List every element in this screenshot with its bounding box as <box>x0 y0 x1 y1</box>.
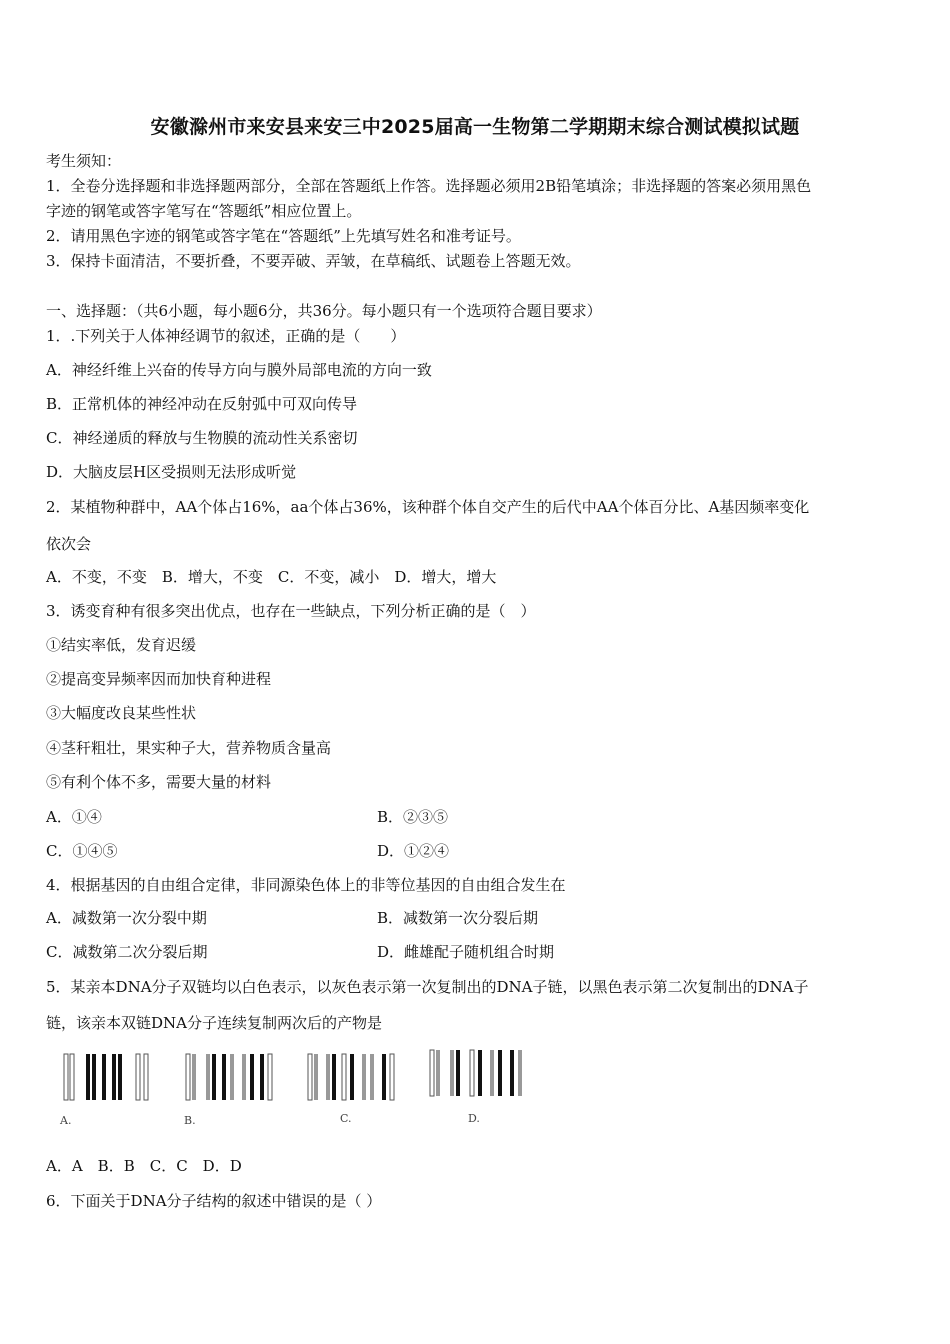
q4-stem: 4．根据基因的自由组合定律，非同源染色体上的非等位基因的自由组合发生在 <box>46 876 566 894</box>
q3-option-b: B．②③⑤ <box>377 808 449 826</box>
q5-stem: 5．某亲本DNA分子双链均以白色表示，以灰色表示第一次复制出的DNA子链，以黑色表示第二次复制出的DNA子 <box>46 978 809 996</box>
q3-option-c: C．①④⑤ <box>46 842 118 860</box>
figure-label-b: B. <box>184 1114 196 1127</box>
q4-option-d: D．雌雄配子随机组合时期 <box>377 943 555 961</box>
q5-stem-cont: 链，该亲本双链DNA分子连续复制两次后的产物是 <box>46 1014 382 1032</box>
q1-option-b: B．正常机体的神经冲动在反射弧中可双向传导 <box>46 395 358 413</box>
q3-item-3: ③大幅度改良某些性状 <box>46 704 197 722</box>
q4-option-c: C．减数第二次分裂后期 <box>46 943 208 961</box>
q1-option-d: D．大脑皮层H区受损则无法形成听觉 <box>46 463 297 481</box>
notice-item-1: 1．全卷分选择题和非选择题两部分，全部在答题纸上作答。选择题必须用2B铅笔填涂；非选择题的答案必须用黑色 <box>46 177 812 195</box>
notice-item-2: 2．请用黑色字迹的钢笔或答字笔在“答题纸”上先填写姓名和准考证号。 <box>46 227 521 245</box>
dna-option-a <box>59 1054 148 1127</box>
section-heading: 一、选择题：（共6小题，每小题6分，共36分。每小题只有一个选项符合题目要求） <box>46 302 602 320</box>
q4-option-a: A．减数第一次分裂中期 <box>46 909 207 927</box>
q3-option-a: A．①④ <box>46 808 102 826</box>
q3-item-4: ④茎秆粗壮，果实种子大，营养物质含量高 <box>46 739 332 757</box>
q3-item-5: ⑤有利个体不多，需要大量的材料 <box>46 773 272 791</box>
figure-label-d: D. <box>468 1112 480 1125</box>
q1-option-c: C．神经递质的释放与生物膜的流动性关系密切 <box>46 429 358 447</box>
page-title: 安徽滁州市来安县来安三中2025届高一生物第二学期期末综合测试模拟试题 <box>150 116 800 138</box>
notice-item-1-cont: 字迹的钢笔或答字笔写在“答题纸”相应位置上。 <box>46 202 362 220</box>
q3-stem: 3．诱变育种有很多突出优点，也存在一些缺点，下列分析正确的是（ ） <box>46 602 536 620</box>
dna-replication-figure <box>58 1048 538 1134</box>
figure-label-c: C. <box>340 1112 352 1125</box>
q2-stem: 2．某植物种群中，AA个体占16%，aa个体占36%，该种群个体自交产生的后代中AA个体百分比、A基因频率变化 <box>46 498 810 516</box>
notice-heading: 考生须知： <box>46 152 122 170</box>
q5-options: A．A B．B C．C D．D <box>46 1157 242 1175</box>
q6-stem: 6．下面关于DNA分子结构的叙述中错误的是（ ） <box>46 1192 382 1210</box>
dna-option-c <box>308 1054 394 1125</box>
q2-options: A．不变，不变 B．增大，不变 C．不变，减小 D．增大，增大 <box>46 568 497 586</box>
q1-option-a: A．神经纤维上兴奋的传导方向与膜外局部电流的方向一致 <box>46 361 432 379</box>
q3-item-1: ①结实率低，发育迟缓 <box>46 636 197 654</box>
q2-stem-cont: 依次会 <box>46 535 92 553</box>
q3-option-d: D．①②④ <box>377 842 450 860</box>
notice-item-3: 3．保持卡面清洁，不要折叠，不要弄破、弄皱，在草稿纸、试题卷上答题无效。 <box>46 252 581 270</box>
q4-option-b: B．减数第一次分裂后期 <box>377 909 539 927</box>
dna-option-b <box>184 1054 272 1127</box>
dna-option-d <box>430 1050 522 1125</box>
q1-stem: 1．.下列关于人体神经调节的叙述，正确的是（ ） <box>46 327 406 345</box>
figure-label-a: A. <box>60 1114 72 1127</box>
q3-item-2: ②提高变异频率因而加快育种进程 <box>46 670 272 688</box>
